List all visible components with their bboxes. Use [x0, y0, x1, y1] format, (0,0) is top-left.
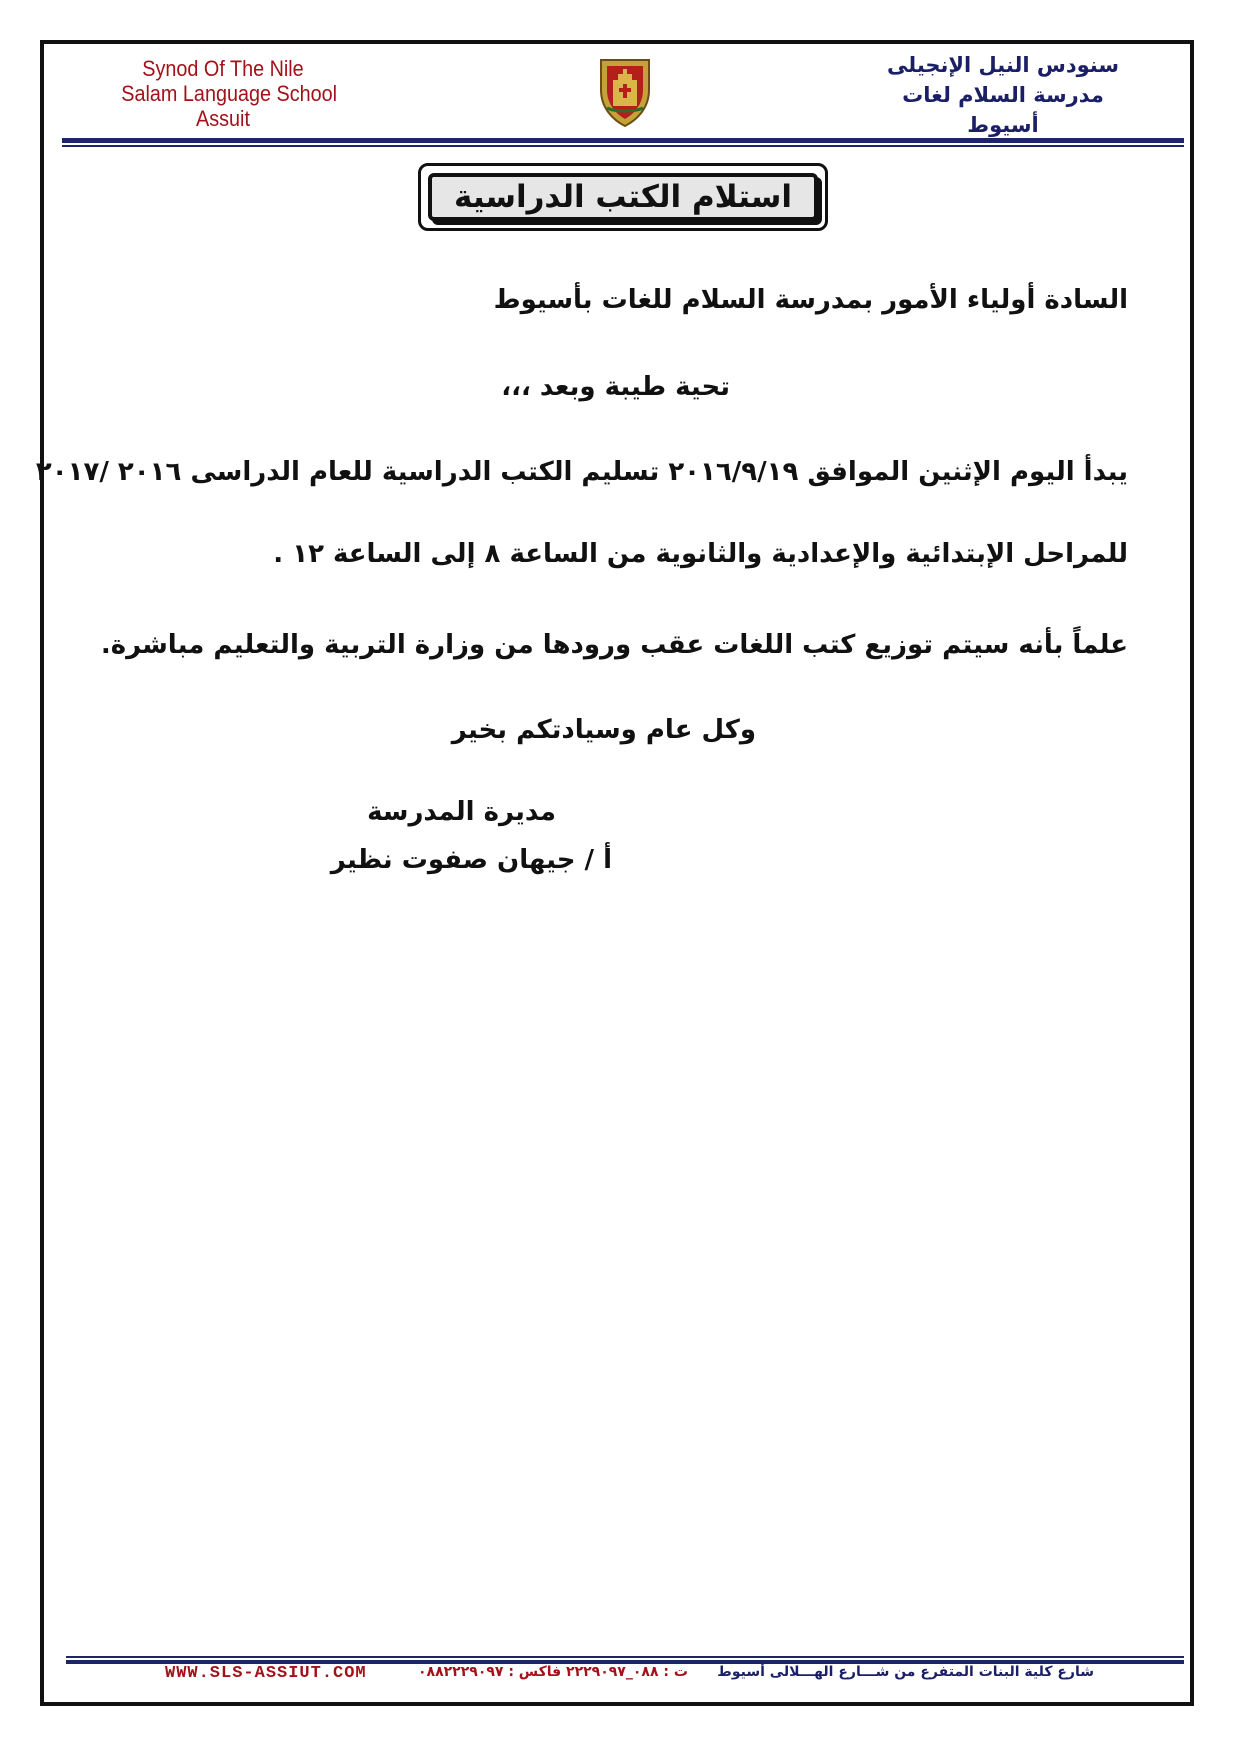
footer-address: شارع كلية البنات المتفرع من شـــارع الهـــلالى أسيوط [717, 1664, 1094, 1680]
signature-name: أ / جيهان صفوت نظير [330, 845, 612, 875]
footer-divider-thin [66, 1656, 1184, 1658]
greeting-line: تحية طيبة وبعد ،،، [501, 372, 730, 402]
document-title: استلام الكتب الدراسية [454, 179, 792, 215]
english-line-city: Assuit [196, 106, 250, 131]
arabic-line-school: مدرسة السلام لغات [902, 83, 1104, 107]
english-line-synod: Synod Of The Nile [142, 56, 304, 81]
footer-website: WWW.SLS-ASSIUT.COM [165, 1664, 367, 1683]
header-divider-thick [62, 138, 1184, 143]
announcement-line-1: يبدأ اليوم الإثنين الموافق ٢٠١٦/٩/١٩ تسليم الكتب الدراسية للعام الدراسى ٢٠١٦ /٢٠١٧ [35, 457, 1128, 487]
addressee-line: السادة أولياء الأمور بمدرسة السلام للغات بأسيوط [493, 285, 1128, 315]
closing-wishes: وكل عام وسيادتكم بخير [451, 715, 756, 745]
school-crest-icon [597, 56, 653, 128]
announcement-line-2: للمراحل الإبتدائية والإعدادية والثانوية من الساعة ٨ إلى الساعة ١٢ . [273, 539, 1128, 569]
english-line-school: Salam Language School [121, 81, 338, 106]
signature-role: مديرة المدرسة [367, 797, 556, 827]
header-divider-thin [62, 145, 1184, 147]
language-books-note: علماً بأنه سيتم توزيع كتب اللغات عقب ورودها من وزارة التربية والتعليم مباشرة. [100, 630, 1128, 660]
title-frame [418, 163, 828, 231]
arabic-line-synod: سنودس النيل الإنجيلى [887, 53, 1119, 77]
school-name-english [121, 56, 338, 131]
title-inner-frame [428, 173, 818, 221]
school-name-arabic [878, 50, 1128, 140]
arabic-line-city: أسيوط [967, 113, 1039, 137]
footer-phone-fax: ت : ٠٨٨_٢٢٢٩٠٩٧ فاكس : ٠٨٨٢٢٢٩٠٩٧ [418, 1664, 688, 1680]
